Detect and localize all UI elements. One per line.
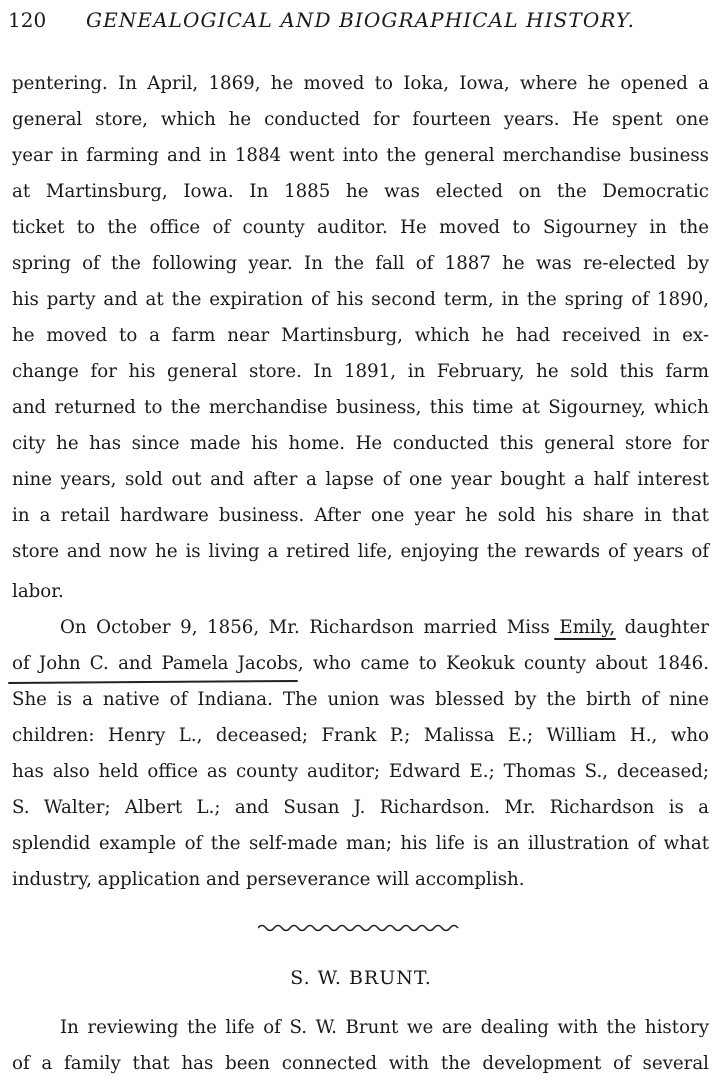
text-line: On October 9, 1856, Mr. Richardson married Miss Emily, daughter (60, 617, 709, 638)
text-line: has also held office as county auditor; Edward E.; Thomas S., deceased; (12, 761, 709, 782)
text-line: in a retail hardware business. After one year he sold his share in that (12, 505, 709, 526)
running-header (8, 8, 712, 38)
text-line: he moved to a farm near Martinsburg, which he had received in ex- (12, 325, 709, 346)
text-line: industry, application and perseverance will accomplish. (12, 869, 525, 890)
text-line: nine years, sold out and after a lapse of one year bought a half interest (12, 469, 709, 490)
text-line: and returned to the merchandise business, this time at Sigourney, which (12, 397, 709, 418)
text-line: at Martinsburg, Iowa. In 1885 he was elected on the Democratic (12, 181, 709, 202)
text-line: labor. (12, 581, 64, 602)
text-line: change for his general store. In 1891, in February, he sold this farm (12, 361, 709, 382)
section-heading: S. W. BRUNT. (290, 967, 432, 989)
text-line: his party and at the expiration of his second term, in the spring of 1890, (12, 289, 709, 310)
text-line: children: Henry L., deceased; Frank P.; Malissa E.; William H., who (12, 725, 709, 746)
page-number: 120 (8, 8, 47, 32)
text-line: store and now he is living a retired life, enjoying the rewards of years of (12, 541, 709, 562)
text-line: S. Walter; Albert L.; and Susan J. Richardson. Mr. Richardson is a (12, 797, 709, 818)
text-line: ticket to the office of county auditor. He moved to Sigourney in the (12, 217, 709, 238)
text-line: spring of the following year. In the fall of 1887 he was re-elected by (12, 253, 709, 274)
wavy-rule-ornament (258, 921, 462, 935)
text-line: city he has since made his home. He conducted this general store for (12, 433, 709, 454)
text-line: She is a native of Indiana. The union was blessed by the birth of nine (12, 689, 709, 710)
text-line: pentering. In April, 1869, he moved to Ioka, Iowa, where he opened a (12, 73, 709, 94)
text-line: of a family that has been connected with the development of several (12, 1053, 709, 1074)
text-line: splendid example of the self-made man; his life is an illustration of what (12, 833, 709, 854)
text-line: general store, which he conducted for fourteen years. He spent one (12, 109, 709, 130)
text-line: year in farming and in 1884 went into the general merchandise business (12, 145, 709, 166)
text-line: of John C. and Pamela Jacobs, who came to Keokuk county about 1846. (12, 653, 709, 674)
handwritten-underline (554, 638, 616, 640)
text-line: In reviewing the life of S. W. Brunt we are dealing with the history (60, 1017, 709, 1038)
running-title: GENEALOGICAL AND BIOGRAPHICAL HISTORY. (86, 8, 636, 32)
